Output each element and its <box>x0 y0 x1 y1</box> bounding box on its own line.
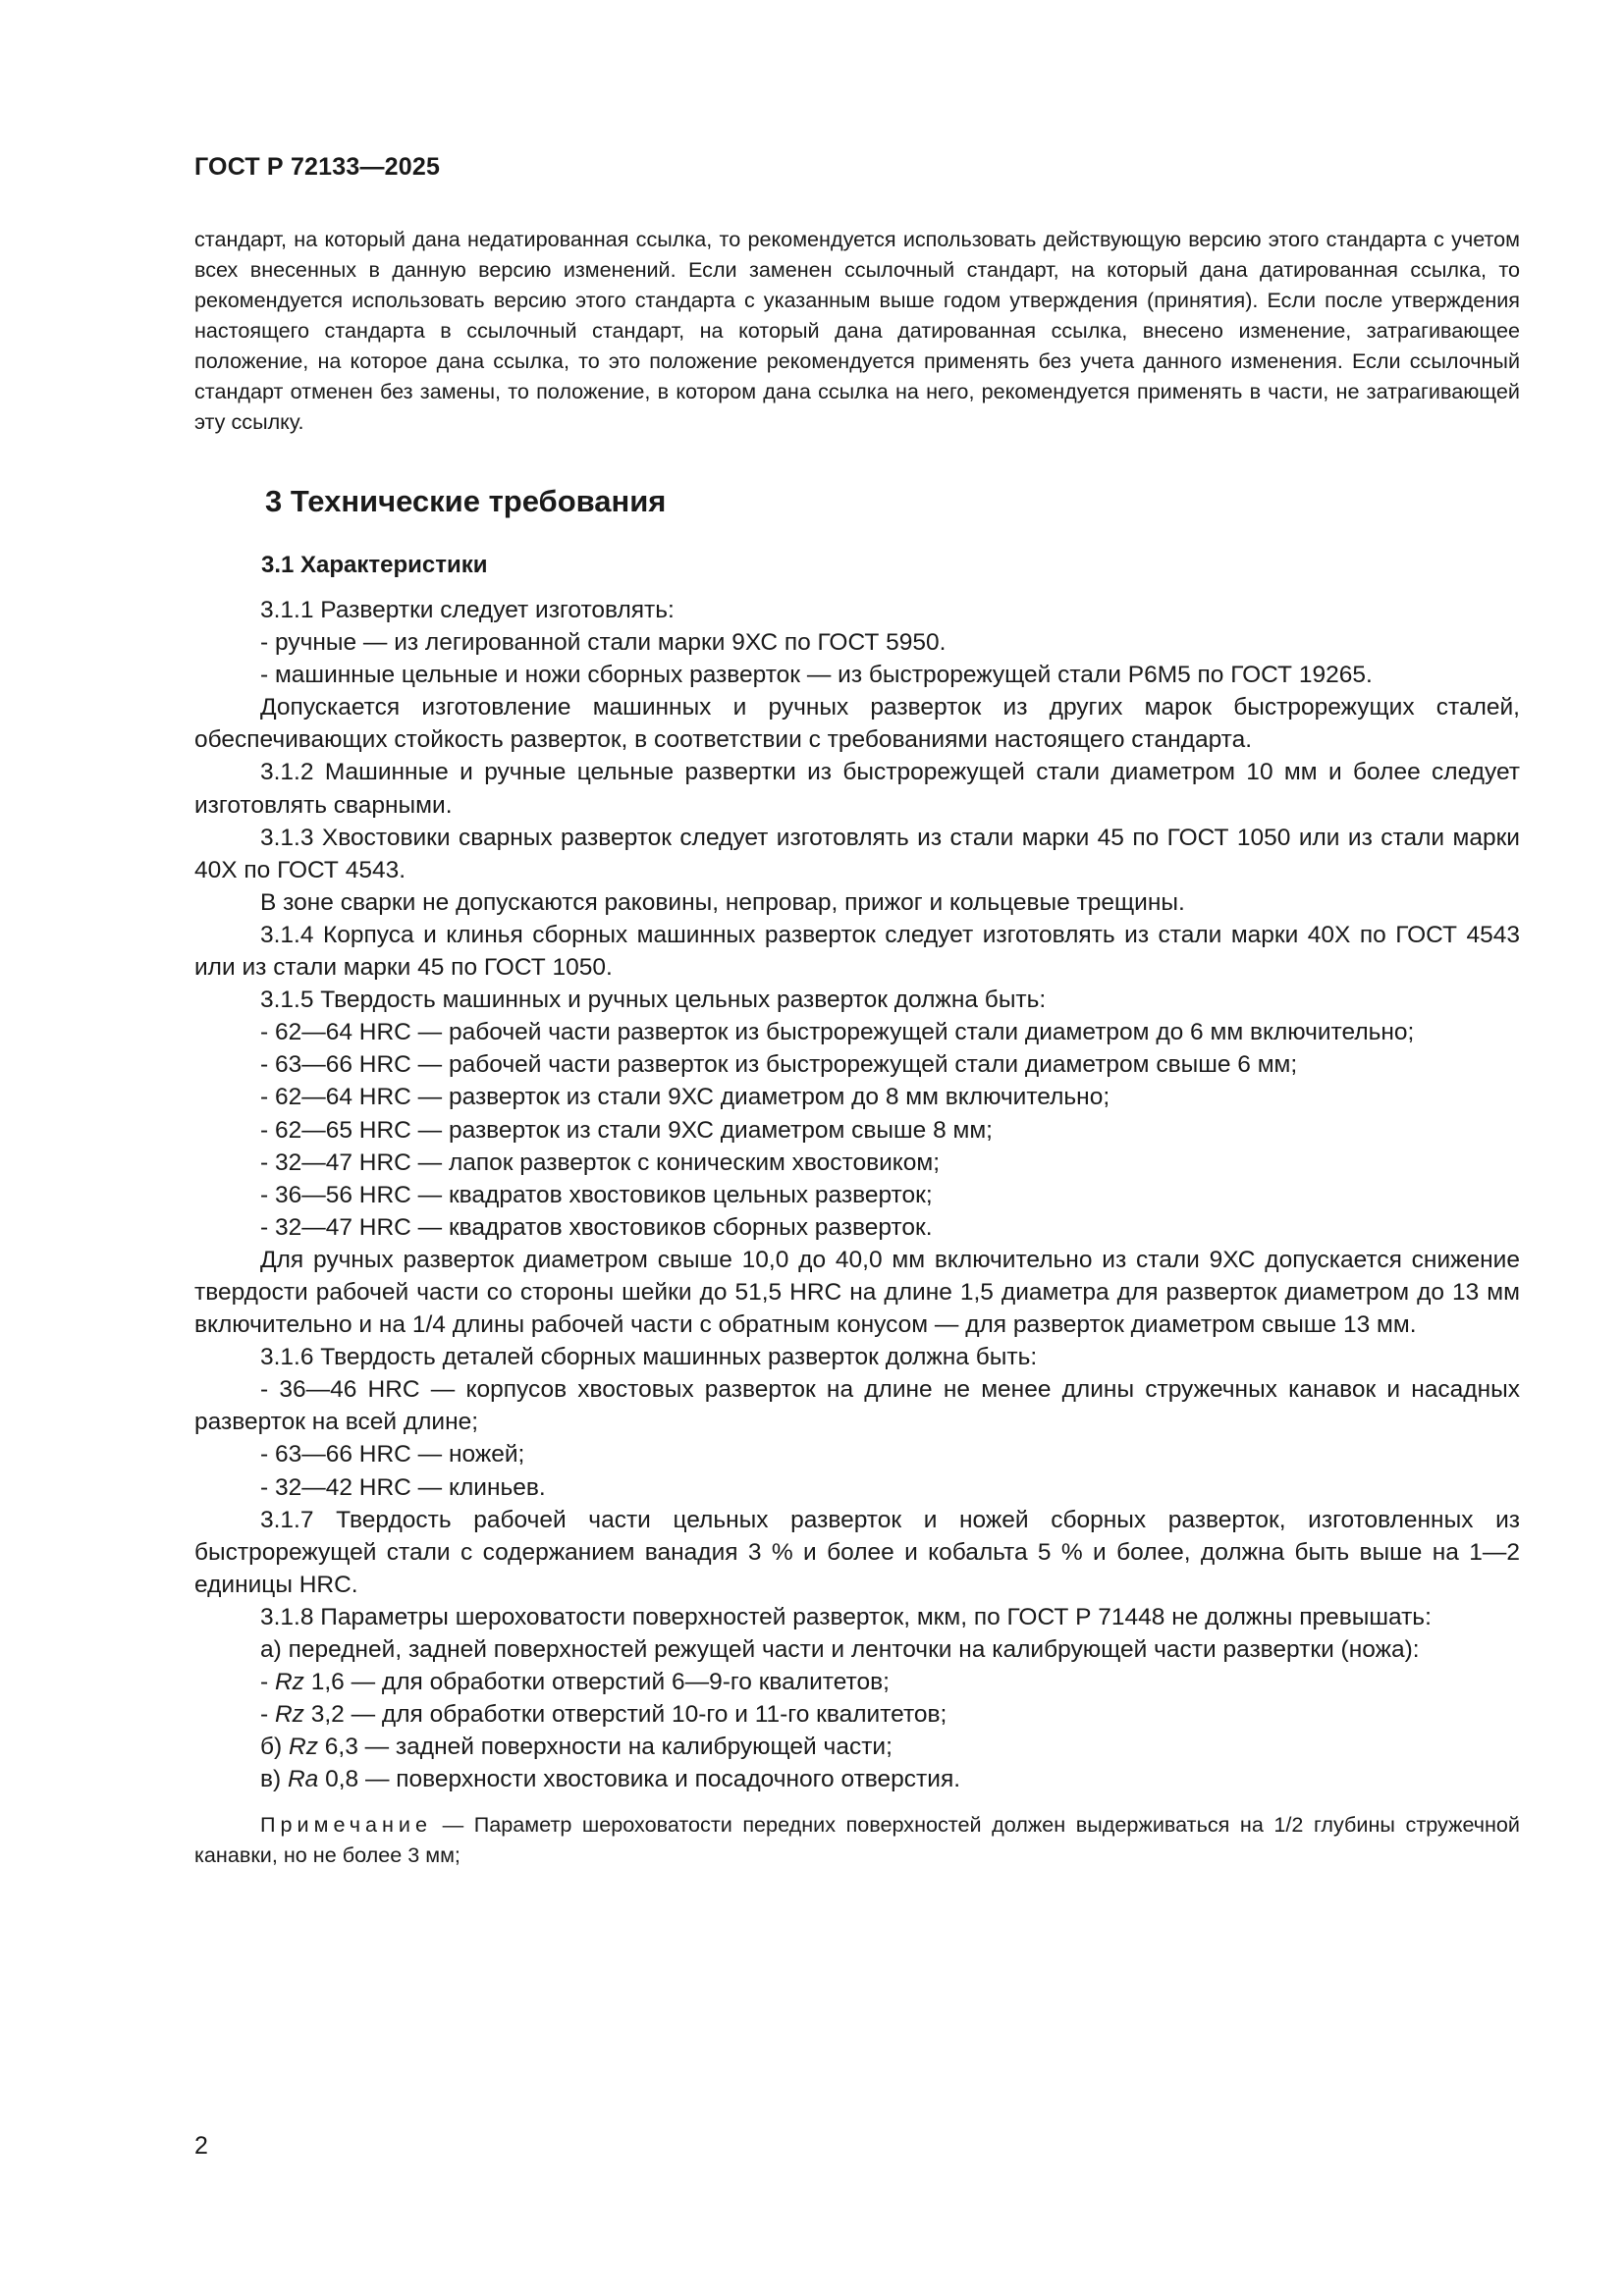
paragraph: В зоне сварки не допускаются раковины, непровар, прижог и кольцевые трещины. <box>260 888 1185 916</box>
paragraph: - машинные цельные и ножи сборных разверток — из быстрорежущей стали Р6М5 по ГОСТ 19265. <box>260 662 1373 689</box>
paragraph: - 63—66 HRC — рабочей части разверток из быстрорежущей стали диаметром свыше 6 мм; <box>260 1051 1298 1079</box>
paragraph: 3.1.4 Корпуса и клинья сборных машинных разверток следует изготовлять из стали марки 40Х по ГОСТ 4543 или из стали марки 45 по ГОСТ 1050. <box>194 921 1520 982</box>
roughness-item <box>194 1698 1520 1731</box>
requirements-body <box>194 594 1520 1795</box>
roughness-param: Rz <box>289 1734 318 1761</box>
page-number: 2 <box>194 2132 208 2160</box>
paragraph: Допускается изготовление машинных и ручных разверток из других марок быстрорежущих сталей, обеспечивающих стойкость разверток, в соответствии с требованиями настоящего стандарта. <box>194 694 1520 754</box>
roughness-text: 1,6 — для обработки отверстий 6—9-го квалитетов; <box>303 1669 890 1696</box>
roughness-prefix: б) <box>260 1734 289 1761</box>
intro-paragraph: стандарт, на который дана недатированная ссылка, то рекомендуется использовать действующую версию этого стандарта с учетом всех внесенных в данную версию изменений. Если заменен ссылочный стандарт, на который дана датированная ссылка, то рекомендуется использовать версию этого стандарта с указанным выше годом утверждения (принятия). Если после утверждения настоящего стандарта в ссылочный стандарт, на который дана датированная ссылка, внесено изменение, затрагивающее положение, на которое дана ссылка, то это положение рекомендуется применять без учета данного изменения. Если ссылочный стандарт отменен без замены, то положение, в котором дана ссылка на него, рекомендуется применять в части, не затрагивающей эту ссылку. <box>194 227 1520 434</box>
paragraph: - ручные — из легированной стали марки 9ХС по ГОСТ 5950. <box>260 629 947 657</box>
subsection-title: 3.1 Характеристики <box>261 552 488 578</box>
note-text: — Параметр шероховатости передних поверхностей должен выдерживаться на 1/2 глубины стружечной канавки, но не более 3 мм; <box>194 1812 1520 1868</box>
page-content <box>194 224 1520 1870</box>
paragraph: - 36—56 HRC — квадратов хвостовиков цельных разверток; <box>260 1181 933 1208</box>
roughness-prefix: - <box>260 1701 275 1729</box>
paragraph: 3.1.3 Хвостовики сварных разверток следует изготовлять из стали марки 45 по ГОСТ 1050 или из стали марки 40Х по ГОСТ 4543. <box>194 824 1520 883</box>
paragraph: - 62—64 HRC — рабочей части разверток из быстрорежущей стали диаметром до 6 мм включительно; <box>260 1019 1415 1046</box>
roughness-prefix: - <box>260 1669 275 1696</box>
paragraph: а) передней, задней поверхностей режущей части и ленточки на калибрующей части развертки (ножа): <box>260 1636 1420 1663</box>
roughness-item <box>194 1666 1520 1698</box>
paragraph: - 62—64 HRC — разверток из стали 9ХС диаметром до 8 мм включительно; <box>260 1084 1110 1111</box>
paragraph: 3.1.1 Развертки следует изготовлять: <box>260 597 675 623</box>
note-block <box>194 1809 1520 1870</box>
section-title: 3 Технические требования <box>265 484 667 518</box>
roughness-prefix: в) <box>260 1766 288 1793</box>
roughness-param: Ra <box>287 1766 319 1793</box>
paragraph: - 36—46 HRC — корпусов хвостовых разверток на длине не менее длины стружечных канавок и насадных разверток на всей длине; <box>194 1376 1520 1436</box>
note-paragraph <box>194 1809 1520 1870</box>
roughness-text: 0,8 — поверхности хвостовика и посадочного отверстия. <box>318 1766 961 1793</box>
roughness-item <box>194 1763 1520 1795</box>
paragraph: - 62—65 HRC — разверток из стали 9ХС диаметром свыше 8 мм; <box>260 1116 993 1144</box>
intro-block <box>194 224 1520 437</box>
roughness-text: 3,2 — для обработки отверстий 10-го и 11-го квалитетов; <box>303 1701 947 1729</box>
note-label: Примечание <box>260 1812 432 1838</box>
roughness-text: 6,3 — задней поверхности на калибрующей части; <box>317 1734 893 1761</box>
paragraph: - 63—66 HRC — ножей; <box>260 1441 525 1468</box>
paragraph: 3.1.8 Параметры шероховатости поверхностей разверток, мкм, по ГОСТ Р 71448 не должны превышать: <box>260 1603 1432 1630</box>
paragraph: 3.1.5 Твердость машинных и ручных цельных разверток должна быть: <box>260 987 1047 1014</box>
paragraph: - 32—47 HRC — квадратов хвостовиков сборных разверток. <box>260 1213 933 1241</box>
roughness-param: Rz <box>274 1669 304 1696</box>
roughness-param: Rz <box>274 1701 304 1729</box>
paragraph: - 32—42 HRC — клиньев. <box>260 1473 546 1501</box>
paragraph: - 32—47 HRC — лапок разверток с коническим хвостовиком; <box>260 1148 941 1176</box>
document-code-header: ГОСТ Р 72133—2025 <box>194 153 441 181</box>
paragraph: 3.1.6 Твердость деталей сборных машинных разверток должна быть: <box>260 1344 1038 1371</box>
roughness-item <box>194 1731 1520 1763</box>
paragraph: 3.1.2 Машинные и ручные цельные развертки из быстрорежущей стали диаметром 10 мм и более следует изготовлять сварными. <box>194 759 1520 819</box>
paragraph: Для ручных разверток диаметром свыше 10,0 до 40,0 мм включительно из стали 9ХС допускается снижение твердости рабочей части со стороны шейки до 51,5 HRC на длине 1,5 диаметра для разверток диаметром до 13 мм включительно и на 1/4 длины рабочей части с обратным конусом — для разверток диаметром свыше 13 мм. <box>194 1246 1520 1339</box>
paragraph: 3.1.7 Твердость рабочей части цельных разверток и ножей сборных разверток, изготовленных из быстрорежущей стали с содержанием ванадия 3 % и более и кобальта 5 % и более, должна быть выше на 1—2 единицы HRC. <box>194 1506 1520 1598</box>
